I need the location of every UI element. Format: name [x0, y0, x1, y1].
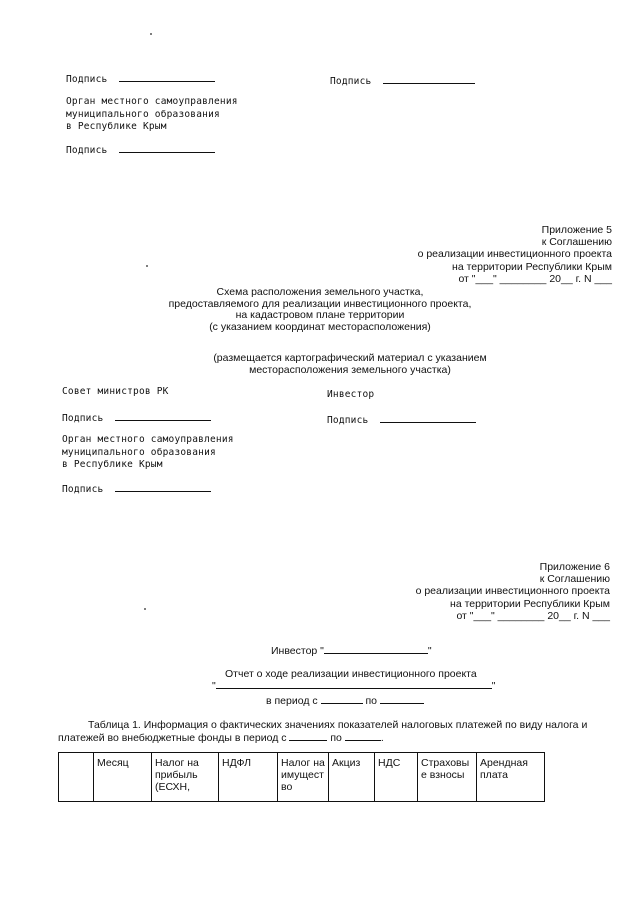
signature-label: Подпись [327, 415, 369, 426]
table-header-cell: Акциз [329, 753, 375, 802]
title-line: Схема расположения земельного участка, [216, 286, 424, 298]
signature-blank [119, 72, 215, 82]
report-title: Отчет о ходе реализации инвестиционного проекта [225, 668, 477, 680]
signature-blank [380, 413, 476, 423]
scheme-note [180, 352, 520, 376]
table-header-cell: Налог на прибыль (ЕСХН, [152, 753, 219, 802]
investor-suffix: " [427, 645, 432, 657]
signature-line-organ [62, 482, 211, 495]
period-to-blank [380, 694, 424, 704]
signature-blank [115, 411, 211, 421]
table-header-cell: НДФЛ [219, 753, 278, 802]
table-header-row [59, 753, 545, 802]
appendix-line: Приложение 6 [539, 561, 610, 573]
scheme-title [150, 287, 490, 333]
period-line [266, 694, 424, 707]
period-prefix: в период с [266, 695, 318, 707]
appendix-line: на территории Республики Крым [450, 597, 610, 610]
organ-line: муниципального образования [62, 446, 216, 458]
appendix-line: на территории Республики Крым [452, 260, 612, 273]
organ-line: Орган местного самоуправления [66, 96, 238, 107]
organ-line: Орган местного самоуправления [62, 434, 234, 445]
note-line: месторасположения земельного участка) [249, 364, 451, 376]
table-caption-line-2 [58, 731, 384, 744]
appendix-5-header [418, 224, 612, 285]
table-caption-line-1: Таблица 1. Информация о фактических значениях показателей налоговых платежей по виду налога и [88, 719, 588, 731]
caption-to-blank [345, 731, 381, 741]
investor-prefix: Инвестор " [271, 645, 324, 657]
organ-line: в Республике Крым [66, 121, 167, 132]
table-header-cell: Налог на имущест во [278, 753, 329, 802]
appendix-line: о реализации инвестиционного проекта [417, 248, 612, 261]
table-header-cell: Арендная плата [477, 753, 545, 802]
appendix-line: от "___" ________ 20__ г. N ___ [456, 609, 610, 622]
appendix-line: к Соглашению [541, 236, 612, 249]
title-line: на кадастровом плане территории [235, 309, 405, 321]
caption-mid: по [330, 732, 342, 744]
signature-blank [115, 482, 211, 492]
signature-label: Подпись [330, 76, 372, 87]
signature-label: Подпись [66, 74, 108, 85]
signature-label: Подпись [62, 413, 104, 424]
investor-label: Инвестор [327, 389, 375, 400]
signature-label: Подпись [62, 484, 104, 495]
signature-line-right [327, 413, 476, 426]
organ-block [62, 434, 234, 472]
council-label: Совет министров РК [62, 386, 169, 397]
appendix-line: от "___" ________ 20__ г. N ___ [458, 272, 612, 285]
note-line: (размещается картографический материал с указанием [213, 352, 487, 364]
appendix-line: Приложение 5 [541, 224, 612, 236]
organ-line: в Республике Крым [62, 459, 163, 470]
quote-open: " [212, 680, 216, 692]
appendix-6-header [416, 561, 610, 622]
signature-line-left [62, 411, 211, 424]
signature-line-left [66, 72, 215, 85]
table-header-cell: Месяц [94, 753, 152, 802]
organ-line: муниципального образования [66, 108, 220, 120]
table-header-cell [59, 753, 94, 802]
quote-close: " [491, 680, 496, 692]
title-line: предоставляемого для реализации инвестиционного проекта, [168, 297, 472, 310]
signature-line-right [330, 74, 475, 87]
appendix-line: о реализации инвестиционного проекта [415, 585, 610, 598]
signature-line-organ [66, 143, 215, 156]
organ-block [66, 96, 238, 134]
table-header-cell: Страховы е взносы [418, 753, 477, 802]
project-blank [216, 679, 492, 689]
signature-blank [119, 143, 215, 153]
signature-blank [383, 74, 475, 84]
investor-name-line [271, 644, 432, 657]
signature-label: Подпись [66, 145, 108, 156]
caption-from-blank [289, 731, 327, 741]
appendix-line: к Соглашению [539, 573, 610, 586]
project-name-line [212, 679, 495, 692]
investor-blank [324, 644, 428, 654]
period-from-blank [321, 694, 363, 704]
title-line: (с указанием координат месторасположения) [209, 320, 431, 333]
caption-text: платежей во внебюджетные фонды в период с [58, 732, 287, 744]
caption-end: . [380, 732, 384, 744]
table-header-cell: НДС [375, 753, 418, 802]
period-mid: по [365, 695, 378, 707]
tax-report-table [58, 752, 545, 802]
